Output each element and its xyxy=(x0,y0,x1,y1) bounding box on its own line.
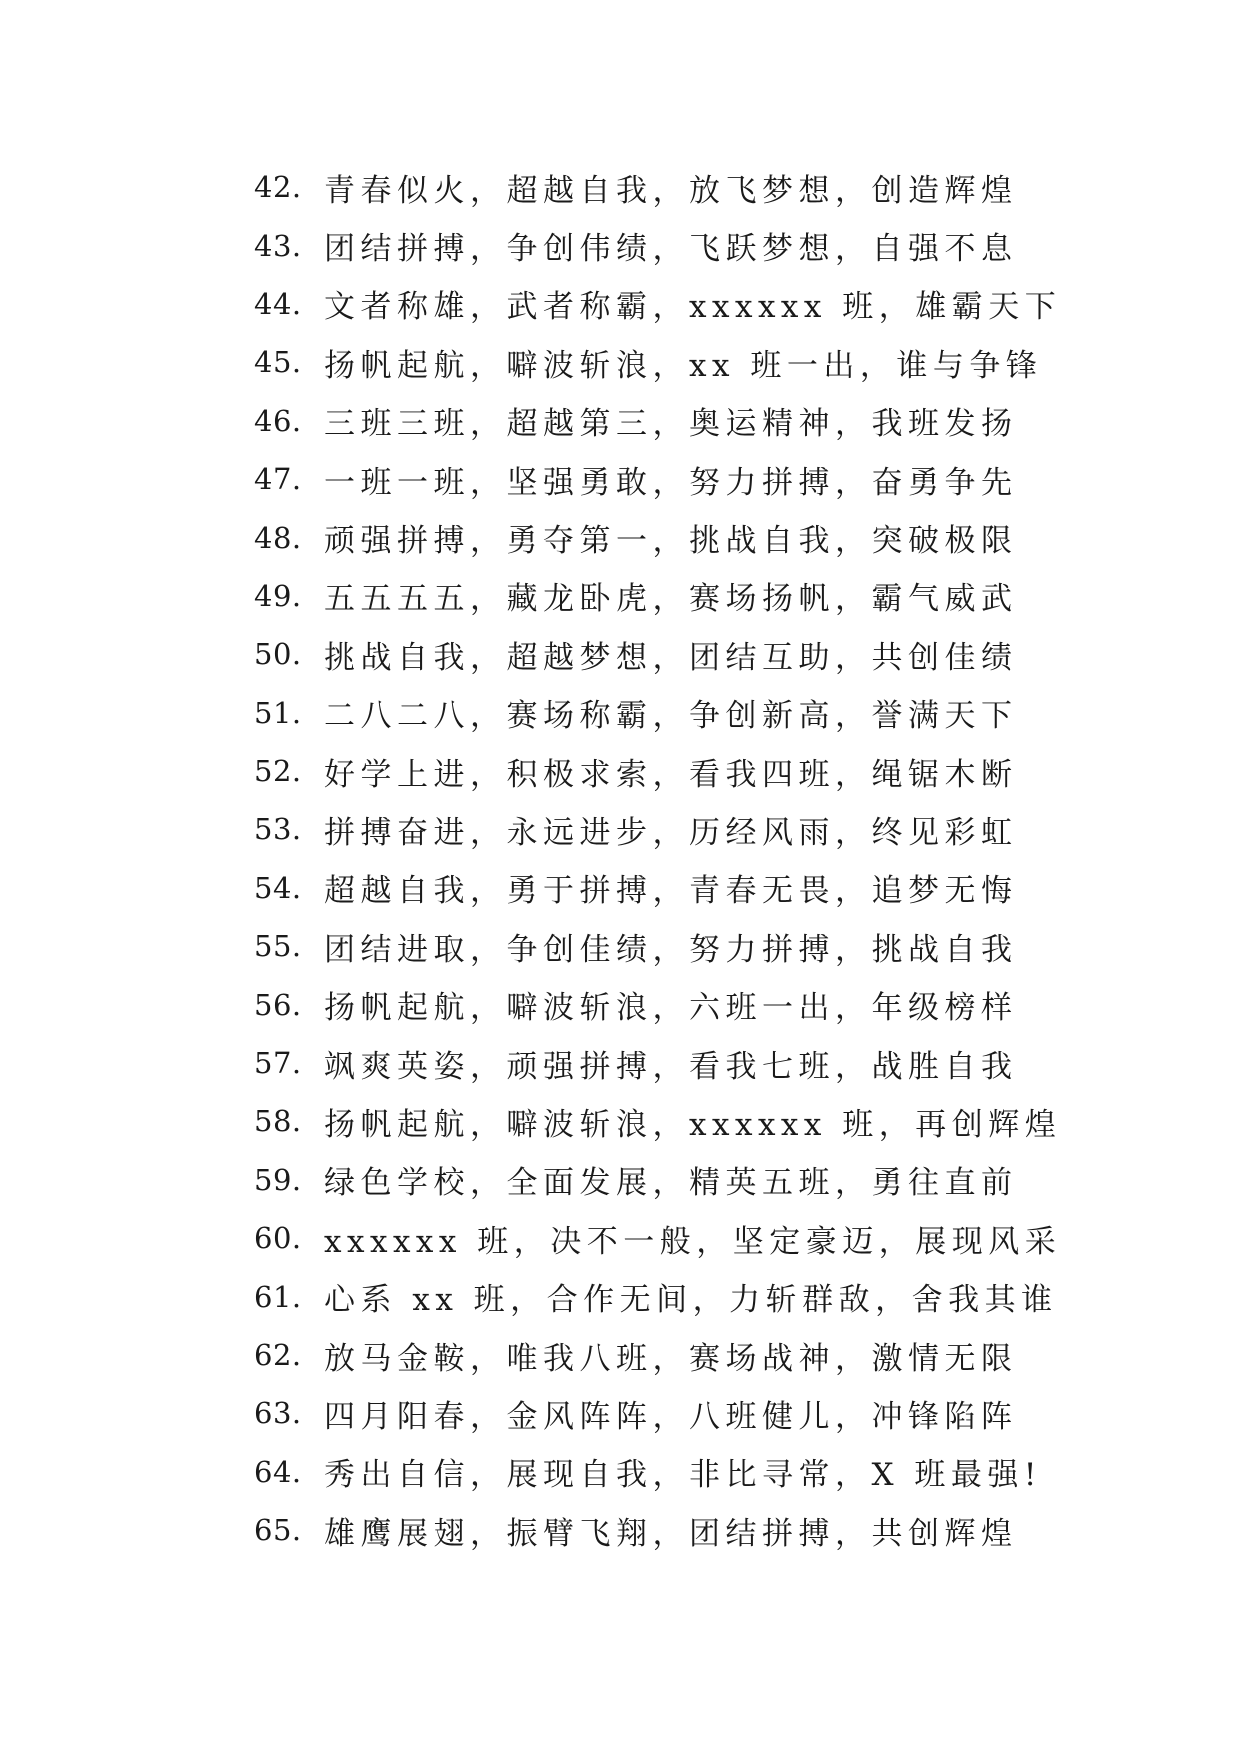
item-number: 48. xyxy=(254,520,302,555)
item-text: 顽强拼搏，勇夺第一，挑战自我，突破极限 xyxy=(324,523,1018,560)
list-item xyxy=(254,508,1061,566)
list-item xyxy=(254,742,1061,800)
list-item xyxy=(254,567,1061,625)
slogan-list xyxy=(254,158,1061,1559)
item-text: 心系 xx 班，合作无间，力斩群敌，舍我其谁 xyxy=(324,1282,1058,1319)
list-item xyxy=(254,1501,1061,1559)
list-item xyxy=(254,1034,1061,1092)
list-item xyxy=(254,684,1061,742)
list-item xyxy=(254,800,1061,858)
list-item xyxy=(254,1209,1061,1267)
item-text: 团结进取，争创佳绩，努力拼搏，挑战自我 xyxy=(324,931,1018,968)
list-item xyxy=(254,450,1061,508)
item-number: 65. xyxy=(254,1513,302,1548)
item-text: 超越自我，勇于拼搏，青春无畏，追梦无悔 xyxy=(324,873,1018,910)
list-item xyxy=(254,859,1061,917)
list-item xyxy=(254,625,1061,683)
item-text: 好学上进，积极求索，看我四班，绳锯木断 xyxy=(324,756,1018,793)
item-text: 团结拼搏，争创伟绩，飞跃梦想，自强不息 xyxy=(324,231,1018,268)
item-number: 55. xyxy=(254,929,302,964)
item-text: 挑战自我，超越梦想，团结互助，共创佳绩 xyxy=(324,639,1018,676)
item-text: 秀出自信，展现自我，非比寻常，X 班最强! xyxy=(324,1457,1042,1494)
item-text: 放马金鞍，唯我八班，赛场战神，激情无限 xyxy=(324,1340,1018,1377)
item-text: 青春似火，超越自我，放飞梦想，创造辉煌 xyxy=(324,172,1018,209)
item-text: 雄鹰展翅，振臂飞翔，团结拼搏，共创辉煌 xyxy=(324,1515,1018,1552)
list-item xyxy=(254,975,1061,1033)
item-text: xxxxxx 班，决不一般，坚定豪迈，展现风采 xyxy=(324,1223,1062,1260)
item-text: 二八二八，赛场称霸，争创新高，誉满天下 xyxy=(324,698,1018,735)
list-item xyxy=(254,1151,1061,1209)
item-number: 44. xyxy=(254,286,302,321)
item-number: 57. xyxy=(254,1046,302,1081)
item-number: 47. xyxy=(254,462,302,497)
item-text: 拼搏奋进，永远进步，历经风雨，终见彩虹 xyxy=(324,814,1018,851)
item-number: 54. xyxy=(254,870,302,905)
item-number: 51. xyxy=(254,695,302,730)
item-number: 49. xyxy=(254,578,302,613)
item-text: 扬帆起航，噼波斩浪，xxxxxx 班，再创辉煌 xyxy=(324,1106,1062,1143)
item-text: 绿色学校，全面发展，精英五班，勇往直前 xyxy=(324,1165,1018,1202)
item-number: 52. xyxy=(254,754,302,789)
item-number: 53. xyxy=(254,812,302,847)
item-number: 62. xyxy=(254,1338,302,1372)
list-item xyxy=(254,1267,1061,1325)
item-number: 56. xyxy=(254,987,302,1022)
item-number: 46. xyxy=(254,403,302,438)
list-item xyxy=(254,1443,1061,1501)
list-item xyxy=(254,333,1061,391)
list-item xyxy=(254,1384,1061,1442)
list-item xyxy=(254,275,1061,333)
list-item xyxy=(254,1326,1061,1384)
list-item xyxy=(254,1092,1061,1150)
item-number: 60. xyxy=(254,1221,302,1256)
item-text: 扬帆起航，噼波斩浪，六班一出，年级榜样 xyxy=(324,990,1018,1027)
item-text: 飒爽英姿，顽强拼搏，看我七班，战胜自我 xyxy=(324,1048,1018,1085)
item-number: 50. xyxy=(254,637,302,672)
item-text: 五五五五，藏龙卧虎，赛场扬帆，霸气威武 xyxy=(324,581,1018,618)
item-text: 文者称雄，武者称霸，xxxxxx 班，雄霸天下 xyxy=(324,289,1062,326)
item-number: 45. xyxy=(254,345,302,380)
list-item xyxy=(254,392,1061,450)
item-number: 61. xyxy=(254,1279,302,1314)
list-item xyxy=(254,216,1061,274)
item-text: 一班一班，坚强勇敢，努力拼搏，奋勇争先 xyxy=(324,464,1018,501)
item-number: 43. xyxy=(254,228,302,263)
item-number: 58. xyxy=(254,1104,302,1139)
list-item xyxy=(254,917,1061,975)
item-number: 59. xyxy=(254,1162,302,1197)
item-number: 64. xyxy=(254,1454,302,1489)
item-text: 三班三班，超越第三，奥运精神，我班发扬 xyxy=(324,406,1018,443)
item-text: 四月阳春，金风阵阵，八班健儿，冲锋陷阵 xyxy=(324,1398,1018,1435)
item-number: 42. xyxy=(254,170,302,205)
item-text: 扬帆起航，噼波斩浪，xx 班一出，谁与争锋 xyxy=(324,347,1043,384)
list-item xyxy=(254,158,1061,216)
item-number: 63. xyxy=(254,1396,302,1431)
